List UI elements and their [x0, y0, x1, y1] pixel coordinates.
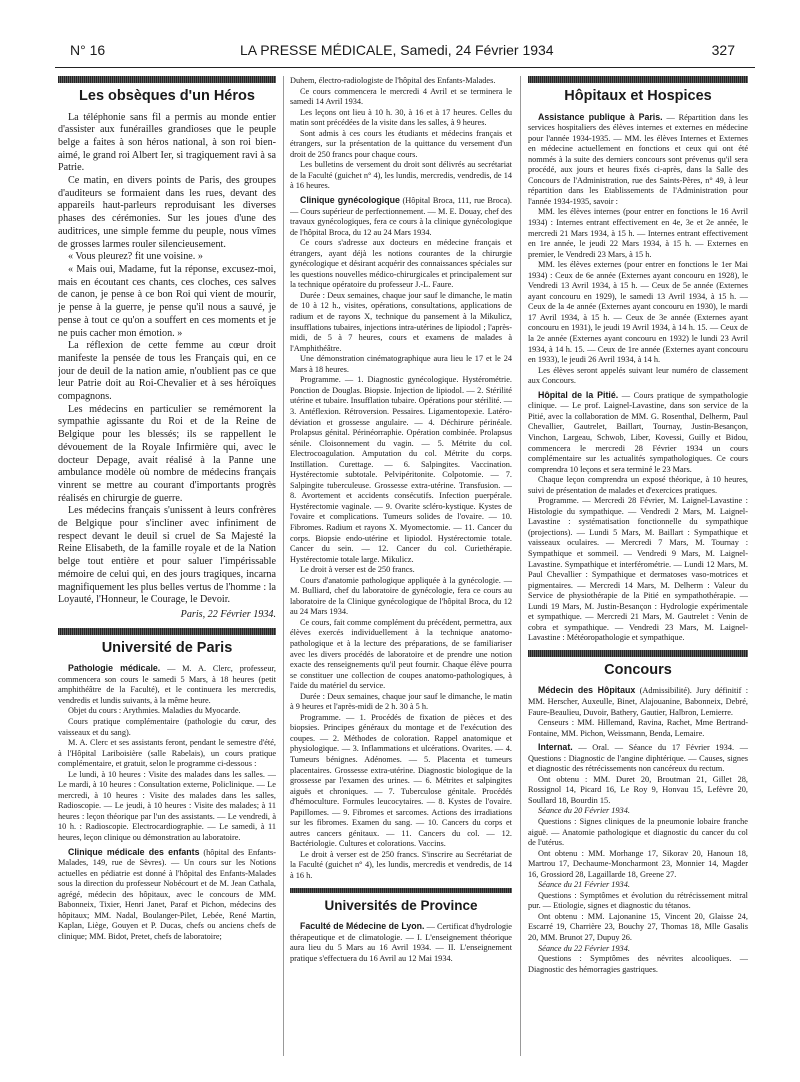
- column-divider: [520, 76, 521, 1056]
- paragraph: Ont obtenu : MM. Morhange 17, Sikorav 20, Hanoun 18, Martrou 17, Dechaume-Moncharmont 23, Monnier 14, Magder 16, Grossiord 28, Lagaillarde 18, Greene 27.: [528, 848, 748, 879]
- item-heading: Hôpital de la Pitié.: [538, 389, 619, 400]
- ornament-bar: [58, 76, 276, 83]
- paragraph: Les leçons ont lieu à 10 h. 30, à 16 et à 17 heures. Celles du matin sont précédées de la visite dans les salles, à 9 heures.: [290, 107, 512, 128]
- paragraph: Une démonstration cinématographique aura lieu le 17 et le 24 Mars à 18 heures.: [290, 354, 512, 374]
- header-rule: [55, 67, 755, 68]
- paragraph: Les médecins français s'unissent à leurs confrères de Belgique pour s'incliner avec infiniment de respect devant le deuil si cruel de Sa Majesté la Reine Elisabeth, de la famille royale et de la Nation belge tout entière et pour saluer l'impérissable mémoire de celui qui, en des jours tragiques, incarna magnifiquement les plus belles vertus de l'homme : la Loyauté, l'Honneur, le Courage, le Devoir.: [58, 505, 276, 606]
- paragraph: Programme. — 1. Procédés de fixation de pièces et des biopsies. Principes généraux du montage et de l'exécution des coupes. — 2. Méthodes de coloration. Rappel anatomique et physiologique. — 3. Inflammations et ulcérations. Ovarites. — 4. Tumeurs bénignes. Adénomes. — 5. Placenta et tumeurs placentaires. Grossesse extra-utérine. Diagnostic biologique de la grossesse par l'examen des urines. — 6. Métrites et salpingites aiguës et chroniques. — 7. Tuberculose génitale. Procédés d'hémoculture. Formules leucocytaires. — 8. Kystes de l'ovaire. Papillomes. — 9. Fibromes et sarcomes. Actions des irradiations sur les fibromes. Examen du sang. — 10. Cancers du corps et autres cancers génitaux. — 11. Cancers du col. — 12. Bactériologie. Cultures et colorations. Vaccins.: [290, 712, 512, 849]
- item-heading: Médecin des Hôpitaux: [538, 685, 636, 696]
- paragraph: La réflexion de cette femme au cœur droit manifeste la pensée de tous les Français qui, en ce jour de deuil de la nation amie, n'oublient pas ce que leur Patrie doit au Roi-Chevalier et à ses héroïques compagnons.: [58, 340, 276, 403]
- paragraph: Les bulletins de versement du droit sont délivrés au secrétariat de la Faculté (guichet n° 4), les lundis, mercredis, vendredis, de 14 à 16 heures.: [290, 160, 512, 191]
- item-text: (Admissibilité). Jury définitif : MM. Herscher, Auxeulle, Binet, Alajouanine, Babonneix, Debré, Faure-Beaulieu, Duvoir, Bathery, Gautier, Halbron, Lemierre.: [528, 686, 748, 717]
- section-title: Concours: [604, 661, 672, 678]
- paragraph: Le droit à verser est de 250 francs.: [300, 565, 415, 575]
- item-text: — Répartition dans les services hospitaliers des élèves internes et externes en médecine pour l'année 1934-1935. — MM. les élèves Internes et Externes en médecine actuellement en fonctions et ceux qui ont été nommés à la suite des derniers concours sont prévenus qu'il sera procédé, aux jours et heures fixés ci-après, dans la Salle des Concours de l'Administration, rue des Saints-Pères, n° 49, à leur répartition dans les Etablissements de l'Administration pour l'année 1934-1935, savoir :: [528, 112, 748, 206]
- paragraph: Le lundi, à 10 heures : Visite des malades dans les salles. — Le mardi, à 10 heures : Consultation externe, Policlinique. — Le mercredi, à 10 heures : Visite des malades dans les salles, Radioscopie. — Le jeudi, à 10 heures : Visite des malades; à 11 heures : leçon théorique par l'un des assistants. — Le vendredi, à 10 h. : Radioscopie. Electrocardiographie. — Le samedi, à 11 heures, leçon clinique ou démonstration au laboratoire.: [58, 769, 276, 842]
- paragraph: Duhem, électro-radiologiste de l'hôpital des Enfants-Malades.: [290, 76, 496, 85]
- paragraph: Sont admis à ces cours les étudiants et médecins français et étrangers, sur la présentation de la quittance du versement d'un droit de 250 francs pour chaque cours.: [290, 128, 512, 159]
- paragraph: Ont obtenu : MM. Lajonanine 15, Vincent 20, Glaisse 24, Escarré 19, Charrière 23, Bouchy 27, Thomas 18, Mlle Gasalis 20, MM. Brunot 27, Dupuy 26.: [528, 911, 748, 943]
- item-text: — Oral. — Séance du 17 Février 1934. — Questions : Diagnostic de l'angine diphtérique. — Causes, signes et diagnostic des rétrécissements non cancéreux du rectum.: [528, 743, 748, 774]
- signature-line: Paris, 22 Février 1934.: [180, 608, 276, 620]
- paragraph: Durée : Deux semaines, chaque jour sauf le dimanche, le matin de 10 à 12 h., visites, opérations, consultations, applications de radium et de rayons X, technique du pansement à la Mikulicz, insufflations tubaires, injections intra-utérines de lipiodol ; l'après-midi, de 5 à 7 heures, cours et examens de malades à l'Amphithéâtre.: [290, 290, 512, 353]
- paragraph: Questions : Symptômes des névrites alcooliques. — Diagnostic des hémorragies gastriques.: [528, 954, 748, 974]
- paragraph: Les élèves seront appelés suivant leur numéro de classement aux Concours.: [528, 365, 748, 386]
- running-header: [70, 42, 735, 64]
- item-heading: Faculté de Médecine de Lyon.: [300, 921, 425, 932]
- issue-number: N° 16: [70, 42, 106, 58]
- paragraph: La téléphonie sans fil a permis au monde entier d'assister aux funérailles grandioses que le peuple belge a faites à son héros national, à son roi bien-aimé, le grand roi Albert Ier, si tragiquement ravi à sa Patrie.: [58, 111, 276, 174]
- paragraph: Censeurs : MM. Hillemand, Ravina, Rachet, Mme Bertrand-Fontaine, MM. Pichon, Weissmann, Benda, Lemaire.: [528, 718, 748, 738]
- paragraph: Chaque leçon comprendra un exposé théorique, à 10 heures, suivi de présentation de malades et d'exercices pratiques.: [528, 475, 748, 495]
- item-heading: Clinique médicale des enfants: [68, 846, 200, 857]
- section-title: Hôpitaux et Hospices: [564, 88, 712, 104]
- paragraph: Cours d'anatomie pathologique appliquée à la gynécologie. — M. Bulliard, chef du laboratoire de gynécologie, fera ce cours au laboratoire de la Clinique gynécologique de l'hôpital Broca, du 12 au 24 Mars 1934.: [290, 575, 512, 617]
- paragraph: Programme. — 1. Diagnostic gynécologique. Hystérométrie. Ponction de Douglas. Biopsie. Injection de lipiodol. — 2. Stérilité utérine et tubaire. Insufflation tubaire. Opérations pour stérilité. — 3. Antéflexion. Rétroversion. Pessaires. Ligamentopexie. Latéro-déviation et grossesse angulaire. — 4. Déchirure périnéale. Prolapsus génital. Périnéorraphie. Opération combinée. Prolapsus sénile. Cloisonnement du vagin. — 5. Métrite du col. Electrocoagulation. Amputation du col. Métrite du corps. Instillation. Curettage. — 6. Salpingites. Vaccination. Hystérectomie subtotale. Pelvipéritonite. Colpotomie. — 7. Salpingite tuberculeuse. Grossesse extra-utérine. Transfusion. — 8. Avortement et accidents consécutifs. Infection puerpérale. Hystérectomie vaginale. — 9. Ovarite scléro-kystique. Kystes de l'ovaire et complications. Tumeurs solides de l'ovaire. — 10. Fibromes. Radium et rayons X. Myomectomie. — 11. Cancer du corps. Biopsie endo-utérine et lipiodol. Hystérectomie totale. Cancer du sein. — 12. Cancer du col. Curiethérapie. Hystérectomie totale large. Mikulicz.: [290, 375, 512, 564]
- paragraph: Questions : Signes cliniques de la pneumonie lobaire franche aiguë. — Anatomie pathologique et diagnostic du cancer du col de l'utérus.: [528, 817, 748, 848]
- page-number: 327: [711, 42, 735, 58]
- paragraph: Ce matin, en divers points de Paris, des groupes d'auditeurs se formaient dans les rues, devant des appareils haut-parleurs reproduisant les diverses phases des cérémonies. Sur les joues d'une des auditrices, une simple femme du peuple, nous vîmes de grosses larmes rouler silencieusement.: [58, 175, 276, 250]
- journal-title: LA PRESSE MÉDICALE, Samedi, 24 Février 1934: [240, 42, 554, 58]
- paragraph: Questions : Symptômes et évolution du rétrécissement mitral pur. — Etiologie, signes et diagnostic du tétanos.: [528, 890, 748, 911]
- item-heading: Pathologie médicale.: [68, 663, 161, 674]
- paragraph: MM. les élèves externes (pour entrer en fonctions le 1er Mai 1934) : Ceux de 6e année (Externes ayant concouru en 1928), le Vendredi 13 Avril 1934, à 15 h. — Ceux de 5e année (Externes ayant concouru en 1929), le samedi 13 Avril 1934, à 15 h. — Ceux de la 4e année (Externes ayant concouru en 1930), le mardi 17 Avril 1934, à 15 h. — Ceux de 3e année (Externes ayant concouru en 1931), le jeudi 19 Avril 1934, à 14 h. 15. — Ceux de la 2e année (Externes ayant concouru en 1932) le lundi 23 Avril 1934, à 14 h. 15. — Ceux de 1re année (Externes ayant concouru en 1933), le jeudi 26 Avril 1934, à 14 h.: [528, 260, 748, 365]
- item-text: — Cours pratique de sympathologie clinique. — Le prof. Laignel-Lavastine, dans son service de la Pitié, avec la collaboration de MM. G. Rosenthal, Delherm, Paul Chevallier, Gautrelet, Baillart, Tournay, Justin-Besançon, Vinchon, Largeau, Schwob, Liber, Kovessi, Guilly et Bidou, commencera le mercredi 28 Février 1934 un cours complémentaire sur les actualités sympathologiques. Ce cours comprendra 10 leçons et sera terminé le 23 Mars.: [528, 390, 748, 474]
- ornament-bar: [528, 650, 748, 657]
- paragraph: Les médecins en particulier se remémorent la sympathie agissante du Roi et de la Reine de Belgique pour les blessés; ils se rappellent le dévouement de la Royale Infirmière qui, avec le docteur Depage, avait réalisé à la Panne une ambulance modèle où nombre de médecins français vinrent se mettre au courant d'importants progrès réalisés en chirurgie de guerre.: [58, 403, 276, 504]
- ornament-bar: [290, 888, 512, 893]
- paragraph: Cours pratique complémentaire (pathologie du cœur, des vaisseaux et du sang).: [58, 716, 276, 737]
- section-title: Université de Paris: [101, 639, 233, 656]
- item-text: — Certificat d'hydrologie thérapeutique et de climatologie. — I. L'enseignement théorique aura lieu du 5 Mars au 16 Avril 1934. — II. L'enseignement pratique s'effectuera du 16 Avril au 12 Mai 1934.: [290, 922, 512, 963]
- item-heading: Internat.: [538, 742, 573, 753]
- item-text: — M. A. Clerc, professeur, commencera son cours le samedi 5 Mars, à 18 heures (petit amphithéâtre de la Faculté), et le continuera les mercredis, vendredis et lundis suivants, à la même heure.: [58, 664, 276, 705]
- paragraph: Ce cours s'adresse aux docteurs en médecine français et étrangers, ayant déjà les notions courantes de la chirurgie gynécologique et désirant acquérir des connaissances spéciales sur les questions nouvelles médico-chirurgicales et principalement sur la technique opératoire du professeur J.-L. Faure.: [290, 238, 512, 290]
- paragraph: « Vous pleurez? fit une voisine. »: [68, 251, 203, 263]
- session-date: Séance du 20 Février 1934.: [538, 806, 630, 816]
- item-heading: Assistance publique à Paris.: [538, 111, 663, 122]
- article-title: Les obsèques d'un Héros: [79, 88, 255, 104]
- paragraph: M. A. Clerc et ses assistants feront, pendant le semestre d'été, à l'Hôpital Lariboisière (salle Rabelais), un cours pratique complémentaire, et gratuit, selon le programme ci-dessous :: [58, 738, 276, 769]
- paragraph: Durée : Deux semaines, chaque jour sauf le dimanche, le matin à 9 heures et l'après-midi de 2 h. 30 à 5 h.: [290, 691, 512, 712]
- paragraph: MM. les élèves internes (pour entrer en fonctions le 16 Avril 1934) : Internes entrant effectivement en 4e, 3e et 2e année, le mercredi 21 Mars 1934, à 15 h. — Internes entrant effectivement en 1re année, le jeudi 22 Mars 1934, à 15 h. — Externes en premier, le Vendredi 23 Mars, à 15 h.: [528, 207, 748, 259]
- tribute-article: [58, 112, 276, 622]
- column-1: [58, 76, 276, 1066]
- paragraph: Ont obtenu : MM. Duret 20, Broutman 21, Gillet 28, Rossignol 14, Picard 16, Le Roy 9, Honvau 15, Lefèvre 20, Soullard 18, Bourdin 15.: [528, 774, 748, 805]
- ornament-bar: [58, 628, 276, 635]
- item-text: (Hôpital Broca, 111, rue Broca). — Cours supérieur de perfectionnement. — M. E. Douay, chef des travaux gynécologiques, fera ce cours à la clinique gynécologique de l'hôpital Broca, du 12 au 24 Mars 1934.: [290, 196, 512, 237]
- paragraph: Ce cours commencera le mercredi 4 Avril et se terminera le samedi 14 Avril 1934.: [290, 86, 512, 107]
- paragraph: Objet du cours : Arythmies. Maladies du Myocarde.: [68, 706, 241, 716]
- item-heading: Clinique gynécologique: [300, 195, 400, 206]
- column-divider: [283, 76, 284, 1056]
- session-date: Séance du 21 Février 1934.: [538, 880, 630, 890]
- paragraph: Programme. — Mercredi 28 Février, M. Laignel-Lavastine : Histologie du sympathique. — Vendredi 2 Mars, M. Laignel-Lavastine : systématisation fonctionnelle du sympathique (projections). — Lundi 5 Mars, M. Baillart : Sympathique et vaisseaux oculaires. — Mercredi 7 Mars, M. Tournay : Sympathique et sommeil. — Vendredi 9 Mars, M. Laignel-Lavastine. Sympathique et interférométrie. — Lundi 12 Mars, M. Paul Chevallier : Sympathique et dermatoses vaso-motrices et pigmentaires. — Mercredi 14 Mars, M. Delherm : Valeur du Service de physiothérapie de la Pitié en sympathothérapie. — Lundi 19 Mars, M. Justin-Besançon : Hydrologie expérimentale et sympathique. — Mercredi 21 Mars, M. Gautrelet : Venin de cobra et sympathique. — Vendredi 23 Mars, M. Laignel-Lavastine : Météoropathologie et sympathique.: [528, 496, 748, 643]
- section-title: Universités de Province: [324, 897, 478, 913]
- paragraph: « Mais oui, Madame, fut la réponse, excusez-moi, mais en écoutant ces chants, ces cloches, ces salves de canon, je pense à ce bon Roi qui vient de mourir, je pense à la guerre, je pense qu'il nous a sauvé, je pense à tout ce qu'on a souffert en ces moments et je ne puis cacher mon émotion. »: [58, 263, 276, 339]
- column-2: [290, 76, 512, 1066]
- column-3: [528, 76, 748, 1076]
- session-date: Séance du 22 Février 1934.: [538, 943, 630, 953]
- paragraph: Le droit à verser est de 250 francs. S'inscrire au Secrétariat de la Faculté (guichet n° 4), les lundis, mercredis et vendredis, de 14 à 16 h.: [290, 849, 512, 881]
- paragraph: Ce cours, fait comme complément du précédent, permettra, aux élèves exercés individuellement à la technique anatomo-pathologique et à la lecture des préparations, de se familiariser avec les divers procédés de laboratoire et de prendre une notion exacte des renseignements qu'il peut fournir. Chaque élève pourra se constituer une collection de coupes anatomo-pathologiques, à l'aide du matériel du service.: [290, 617, 512, 691]
- item-text: (hôpital des Enfants-Malades, 149, rue de Sèvres). — Un cours sur les Notions actuelles en pédiatrie est donné à l'hôpital des Enfants-Malades sous la direction du professeur Nobécourt et de M. Jean Cathala, agrégé, médecin des hôpitaux, avec le concours de MM. Babonneix, Tixier, Henri Janet, Paraf et Pichon, médecins des hôpitaux; MM. Nadal, Boulanger-Pilet, Lebée, René Martin, Kaplan, Liège, Gouyen et P. Ducas, chefs ou anciens chefs de clinique; MM. Bidot, Pretet, chefs de laboratoire;: [58, 847, 276, 941]
- ornament-bar: [528, 76, 748, 83]
